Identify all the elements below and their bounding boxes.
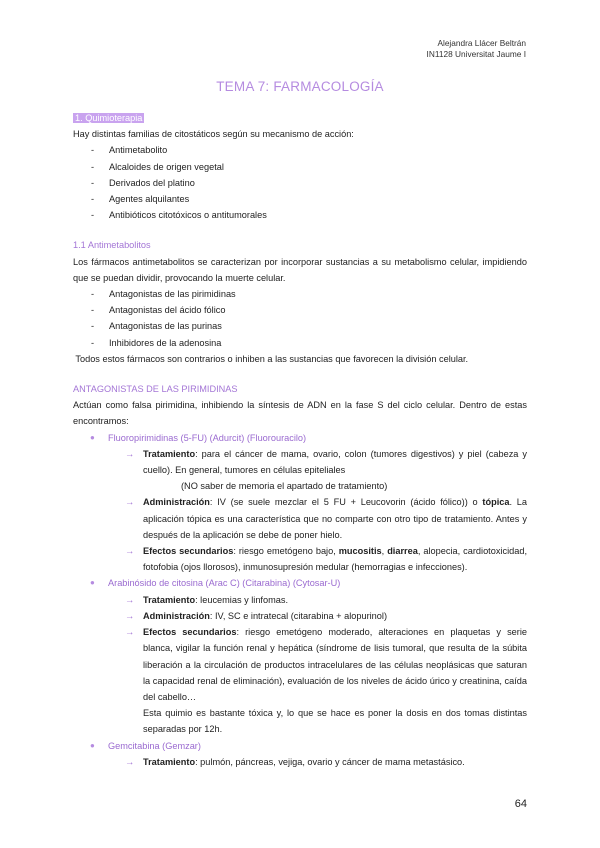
section-note: Todos estos fármacos son contrarios o inhiben a las sustancias que favorecen la división celular. <box>73 353 469 364</box>
author-name: Alejandra Llácer Beltrán <box>437 38 526 48</box>
arrow-right-icon: → <box>125 546 135 557</box>
drug-detail-administracion: → Administración: IV (se suele mezclar el 5 FU + Leucovorin (ácido fólico)) o tópica. La aplicación tópica es una característica que no comparte con otro tipo de tratamiento. Antes y después de la aplicación se debe de poner hielo. <box>73 494 527 543</box>
drug-arabinosido <box>73 575 527 591</box>
drug-name: Fluoropirimidinas (5-FU) (Adurcit) (Fluorouracilo) <box>108 432 307 443</box>
list-item: - Antibióticos citotóxicos o antitumorales <box>73 207 527 223</box>
drug-fluoropirimidinas <box>73 430 527 446</box>
drug-name: Arabinósido de citosina (Arac C) (Citarabina) (Cytosar-U) <box>108 578 341 589</box>
section-intro: Hay distintas familias de citostáticos según su mecanismo de acción: <box>73 129 354 140</box>
drug-detail-tratamiento: → Tratamiento: para el cáncer de mama, ovario, colon (tumores digestivos) y piel (cabeza y cuello). En general, tumores en células epiteliales <box>73 446 527 478</box>
section-intro: Actúan como falsa pirimidina, inhibiendo la síntesis de ADN en la fase S del ciclo celular. Dentro de estas encontramos: <box>73 400 527 427</box>
drug-note: Esta quimio es bastante tóxica y, lo que se hace es poner la dosis en dos tomas distintas separadas por 12h. <box>143 708 527 735</box>
families-list <box>73 142 527 223</box>
list-item: - Antimetabolito <box>73 142 527 158</box>
drug-detail-efectos: → Efectos secundarios: riesgo emetógeno moderado, alteraciones en plaquetas y serie blanca, vigilar la función renal y hepática (síndrome de lisis tumoral, que resulta de la súbita liberación a la circulación de productos intracelulares de las células neoplásicas que saturan la capacidad renal de eliminación), evaluación de los niveles de ácido úrico y creatinina, caída del cabello… <box>73 624 527 705</box>
page-title: TEMA 7: FARMACOLOGÍA <box>216 79 384 94</box>
document-body <box>73 110 527 770</box>
page-number: 64 <box>514 798 527 810</box>
dot-bullet-icon: ● <box>90 740 95 750</box>
section-intro: Los fármacos antimetabolitos se caracterizan por incorporar sustancias a su metabolismo celular, impidiendo que se puedan dividir, provocando la muerte celular. <box>73 256 527 283</box>
section-heading-quimioterapia: 1. Quimioterapia <box>75 113 143 123</box>
arrow-right-icon: → <box>125 627 135 638</box>
arrow-right-icon: → <box>125 594 135 605</box>
drug-detail-administracion: → Administración: IV, SC e intratecal (citarabina + alopurinol) <box>73 608 527 624</box>
arrow-right-icon: → <box>125 756 135 767</box>
list-item: - Antagonistas de las pirimidinas <box>73 286 527 302</box>
list-item: - Antagonistas del ácido fólico <box>73 302 527 318</box>
drug-name: Gemcitabina (Gemzar) <box>108 740 201 751</box>
list-item: - Antagonistas de las purinas <box>73 318 527 334</box>
drug-detail-tratamiento: → Tratamiento: leucemias y linfomas. <box>73 592 527 608</box>
arrow-right-icon: → <box>125 448 135 459</box>
dot-bullet-icon: ● <box>90 578 95 588</box>
section-heading-pirimidinas: ANTAGONISTAS DE LAS PIRIMIDINAS <box>73 384 238 395</box>
list-item: - Agentes alquilantes <box>73 191 527 207</box>
drug-gemcitabina <box>73 738 527 754</box>
course-name: IN1128 Universitat Jaume I <box>426 49 526 59</box>
arrow-right-icon: → <box>125 610 135 621</box>
list-item: - Alcaloides de origen vegetal <box>73 159 527 175</box>
author-header <box>427 38 526 60</box>
list-item: - Inhibidores de la adenosina <box>73 335 527 351</box>
list-item: - Derivados del platino <box>73 175 527 191</box>
drug-note: (NO saber de memoria el apartado de tratamiento) <box>181 481 388 492</box>
antimetabolites-list <box>73 286 527 351</box>
arrow-right-icon: → <box>125 497 135 508</box>
dot-bullet-icon: ● <box>90 432 95 442</box>
drug-detail-tratamiento: → Tratamiento: pulmón, páncreas, vejiga, ovario y cáncer de mama metastásico. <box>73 754 527 770</box>
section-heading-antimetabolitos: 1.1 Antimetabolitos <box>73 240 151 251</box>
drug-detail-efectos: → Efectos secundarios: riesgo emetógeno bajo, mucositis, diarrea, alopecia, cardiotoxicidad, fotofobia (ojos llorosos), inmunosupresión medular (hemorragias e infecciones). <box>73 543 527 575</box>
